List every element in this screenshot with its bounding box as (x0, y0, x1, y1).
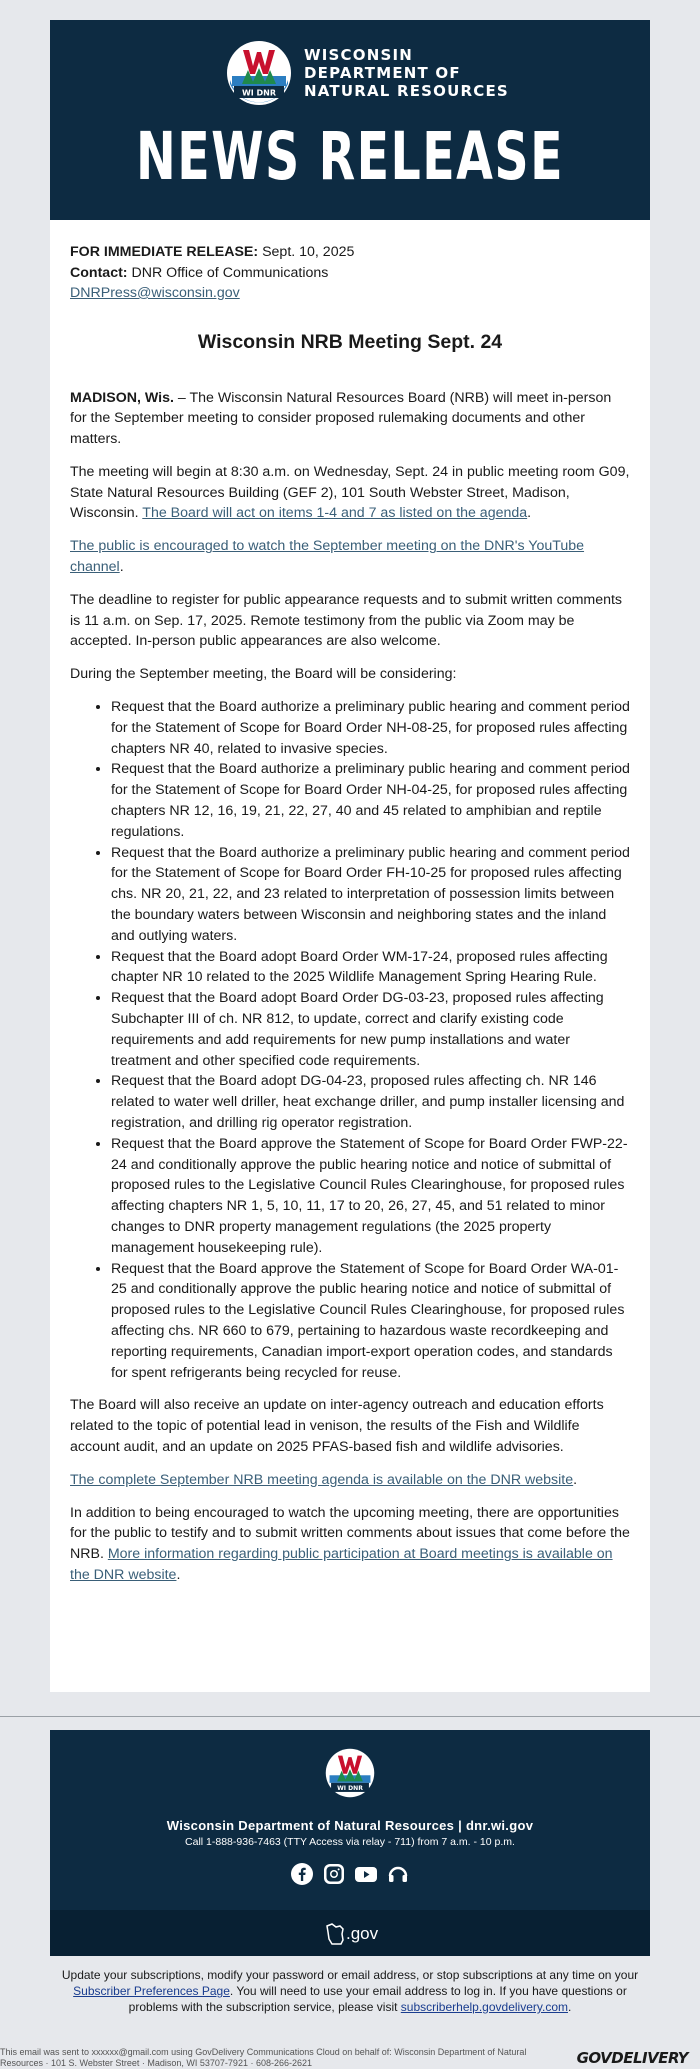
punctuation: . (573, 1471, 578, 1488)
sent-notice-line: Resources · 101 S. Webster Street · Madison, WI 53707-7921 · 608-266-2621 (0, 2058, 312, 2068)
participation-paragraph (70, 1503, 630, 1586)
news-release-title: NEWS RELEASE (136, 118, 564, 195)
news-release-card (50, 20, 650, 1692)
svg-text:WI DNR: WI DNR (337, 1785, 363, 1793)
agency-name (304, 46, 509, 100)
article-title: Wisconsin NRB Meeting Sept. 24 (197, 330, 503, 353)
subscriber-help-link[interactable]: subscriberhelp.govdelivery.com (400, 2000, 568, 2014)
complete-agenda-link[interactable]: The complete September NRB meeting agenda is available on the DNR website (70, 1471, 574, 1488)
wi-dnr-logo-icon[interactable] (325, 1748, 375, 1798)
svg-text:WI DNR: WI DNR (241, 88, 277, 98)
agency-name-line: DEPARTMENT OF (304, 64, 461, 82)
agenda-item: • Request that the Board adopt DG-04-23, proposed rules affecting ch. NR 146 related to water well driller, heat exchange driller, and pump installer licensing and registration, and drilling rig operator registration. (111, 1071, 630, 1133)
facebook-icon[interactable] (290, 1862, 314, 1886)
punctuation: . (567, 2000, 572, 2014)
agenda-item: • Request that the Board authorize a preliminary public hearing and comment period for the Statement of Scope for Board Order FH-10-25 for proposed rules affecting chs. NR 20, 21, 22, and 23 related to interpretation of possession limits between the boundary waters between Wisconsin and neighboring states and the inland and outlying waters. (111, 843, 630, 947)
considering-paragraph: During the September meeting, the Board will be considering: (70, 666, 457, 683)
agenda-item: • Request that the Board authorize a preliminary public hearing and comment period for the Statement of Scope for Board Order NH-08-25, for proposed rules affecting chapters NR 40, related to invasive species. (111, 697, 630, 759)
public-participation-link[interactable]: More information regarding public participation at Board meetings is available on the DNR website (70, 1546, 613, 1583)
subscription-text: Update your subscriptions, modify your password or email address, or stop subscriptions at any time on your (61, 1968, 639, 1982)
sent-notice-line: This email was sent to xxxxxx@gmail.com using GovDelivery Communications Cloud on behalf of: Wisconsin Department of Natural (0, 2047, 527, 2057)
agenda-items-link[interactable]: The Board will act on items 1-4 and 7 as listed on the agenda (142, 505, 528, 522)
youtube-icon[interactable] (354, 1862, 378, 1886)
agenda-item: • Request that the Board adopt Board Order DG-03-23, proposed rules affecting Subchapter III of ch. NR 812, to update, correct and clarify existing code requirements and add requirements for new pump installations and water treatment and other specified code requirements. (111, 988, 630, 1071)
agenda-item: • Request that the Board authorize a preliminary public hearing and comment period for the Statement of Scope for Board Order NH-04-25, for proposed rules affecting chapters NR 12, 16, 19, 21, 22, 27, 40 and 45 related to amphibian and reptile regulations. (111, 759, 630, 842)
wi-dnr-logo-icon (226, 40, 292, 106)
news-release-header (50, 20, 650, 220)
dnr-logo-block (226, 40, 509, 106)
punctuation: . (176, 1566, 181, 1583)
intro-text: – The Wisconsin Natural Resources Board (NRB) will meet in-person for the September meeting to consider proposed rulemaking documents and other matters. (70, 389, 612, 448)
release-label: FOR IMMEDIATE RELEASE: (70, 244, 259, 260)
participation-text: In addition to being encouraged to watch the upcoming meeting, there are opportunities for the public to testify and to submit written comments about issues that come before the NRB. (70, 1504, 630, 1563)
punctuation: . (119, 559, 124, 576)
gov-bar (50, 1910, 650, 1956)
subscription-notice (55, 1967, 645, 2015)
section-divider (0, 1716, 700, 1717)
footer-banner (50, 1730, 650, 1910)
sent-notice (0, 2047, 560, 2069)
footer-agency-name[interactable]: Wisconsin Department of Natural Resources | dnr.wi.gov (166, 1818, 534, 1833)
release-date: Sept. 10, 2025 (262, 244, 355, 260)
instagram-icon[interactable] (322, 1862, 346, 1886)
contact-label: Contact: (70, 264, 128, 281)
youtube-paragraph (70, 536, 630, 578)
dateline: MADISON, Wis. (70, 389, 174, 406)
wisconsin-map-icon (324, 1922, 346, 1946)
youtube-channel-link[interactable]: The public is encouraged to watch the September meeting on the DNR's YouTube channel (70, 538, 585, 576)
social-links (290, 1862, 410, 1886)
agency-name-line: WISCONSIN (304, 46, 413, 64)
update-paragraph: The Board will also receive an update on inter-agency outreach and education efforts related to the topic of potential lead in venison, the results of the Fish and Wildlife account audit, and an update on 2025 PFAS-based fish and wildlife advisories. (70, 1397, 604, 1455)
agency-name-line: NATURAL RESOURCES (304, 82, 509, 100)
govdelivery-logo[interactable]: GOVDELIVERY (576, 2049, 688, 2067)
subscriber-preferences-link[interactable]: Subscriber Preferences Page (73, 1984, 230, 1998)
release-body (50, 220, 650, 1586)
agenda-item: • Request that the Board adopt Board Order WM-17-24, proposed rules affecting chapter NR 10 related to the 2025 Wildlife Management Spring Hearing Rule. (111, 947, 630, 989)
release-meta (70, 242, 630, 304)
agenda-item: • Request that the Board approve the Statement of Scope for Board Order FWP-22-24 and conditionally approve the public hearing notice and notice of submittal of proposed rules to the Legislative Council Rules Clearinghouse, for proposed rules affecting chapters NR 1, 5, 10, 11, 17 to 20, 26, 27, 45, and 51 related to minor changes to DNR property management regulations (the 2025 property management housekeeping rule). (111, 1134, 630, 1259)
agenda-website-paragraph (70, 1470, 630, 1491)
gov-text: .gov (346, 1924, 379, 1943)
subscription-text: . You will need to use your email address to log in. If you have questions or problems with the subscription service, please visit (128, 1984, 627, 2014)
agenda-item: • Request that the Board approve the Statement of Scope for Board Order WA-01-25 and conditionally approve the public hearing notice and notice of submittal of proposed rules to the Legislative Council Rules Clearinghouse, for proposed rules affecting chs. NR 660 to 679, pertaining to hazardous waste recordkeeping and reporting requirements, Canadian import-export operation codes, and standards for spent refrigerants being recycled for reuse. (111, 1259, 630, 1384)
meeting-details-text: The meeting will begin at 8:30 a.m. on Wednesday, Sept. 24 in public meeting room G09, State Natural Resources Building (GEF 2), 101 South Webster Street, Madison, Wisconsin. (70, 463, 630, 522)
intro-paragraph (70, 388, 630, 450)
contact-value: DNR Office of Communications (131, 264, 329, 281)
agenda-list (70, 697, 630, 1383)
punctuation: . (527, 505, 532, 522)
wisconsin-gov-logo[interactable] (324, 1922, 378, 1946)
meeting-details-paragraph (70, 462, 630, 524)
deadline-paragraph: The deadline to register for public appearance requests and to submit written comments is 11 a.m. on Sep. 17, 2025. Remote testimony from the public via Zoom may be accepted. In-person public appearances are also welcome. (70, 591, 623, 650)
footer-contact-line: Call 1-888-936-7463 (TTY Access via relay - 711) from 7 a.m. - 10 p.m. (185, 1836, 515, 1848)
press-email-link[interactable]: DNRPress@wisconsin.gov (70, 285, 240, 301)
podcast-icon[interactable] (386, 1862, 410, 1886)
